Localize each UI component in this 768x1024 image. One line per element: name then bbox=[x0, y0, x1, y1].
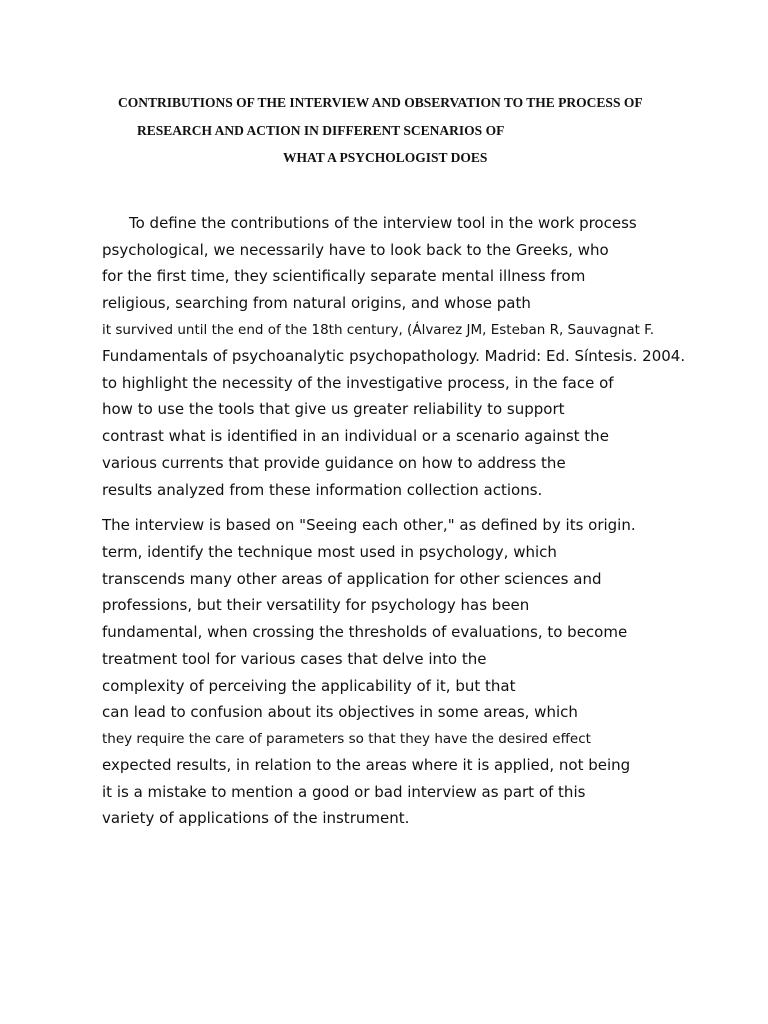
paragraph-1-line: Fundamentals of psychoanalytic psychopathology. Madrid: Ed. Síntesis. 2004. bbox=[102, 347, 686, 365]
paragraph-1-line: various currents that provide guidance on how to address the bbox=[102, 454, 566, 472]
paragraph-2-line: The interview is based on "Seeing each other," as defined by its origin. bbox=[102, 516, 636, 534]
paragraph-1-line: religious, searching from natural origins, and whose path bbox=[102, 294, 531, 312]
paragraph-2-line: treatment tool for various cases that delve into the bbox=[102, 650, 487, 668]
paragraph-2-line: fundamental, when crossing the thresholds of evaluations, to become bbox=[102, 623, 628, 641]
paragraph-1-line: To define the contributions of the interview tool in the work process bbox=[129, 214, 637, 232]
paragraph-2-line: transcends many other areas of application for other sciences and bbox=[102, 570, 602, 588]
paragraph-2-line: it is a mistake to mention a good or bad interview as part of this bbox=[102, 783, 586, 801]
paragraph-2-line: they require the care of parameters so that they have the desired effect bbox=[102, 731, 591, 747]
document-title-line-3: WHAT A PSYCHOLOGIST DOES bbox=[283, 150, 488, 165]
paragraph-1-line: results analyzed from these information collection actions. bbox=[102, 481, 543, 499]
paragraph-2-line: complexity of perceiving the applicability of it, but that bbox=[102, 677, 516, 695]
paragraph-1-line: to highlight the necessity of the investigative process, in the face of bbox=[102, 374, 614, 392]
paragraph-2-line: term, identify the technique most used in psychology, which bbox=[102, 543, 557, 561]
document-title-line-1: CONTRIBUTIONS OF THE INTERVIEW AND OBSERVATION TO THE PROCESS OF bbox=[118, 95, 643, 110]
document-title-line-2: RESEARCH AND ACTION IN DIFFERENT SCENARIOS OF bbox=[137, 123, 505, 138]
paragraph-2-line: professions, but their versatility for psychology has been bbox=[102, 596, 530, 614]
paragraph-1-line: how to use the tools that give us greater reliability to support bbox=[102, 400, 565, 418]
paragraph-1-line: contrast what is identified in an individual or a scenario against the bbox=[102, 427, 609, 445]
paragraph-2-line: expected results, in relation to the areas where it is applied, not being bbox=[102, 756, 631, 774]
paragraph-1-line: it survived until the end of the 18th century, (Álvarez JM, Esteban R, Sauvagnat F. bbox=[102, 322, 655, 338]
paragraph-1-line: psychological, we necessarily have to look back to the Greeks, who bbox=[102, 241, 609, 259]
paragraph-1-line: for the first time, they scientifically separate mental illness from bbox=[102, 267, 586, 285]
paragraph-2-line: variety of applications of the instrument. bbox=[102, 809, 410, 827]
paragraph-2-line: can lead to confusion about its objectives in some areas, which bbox=[102, 703, 578, 721]
